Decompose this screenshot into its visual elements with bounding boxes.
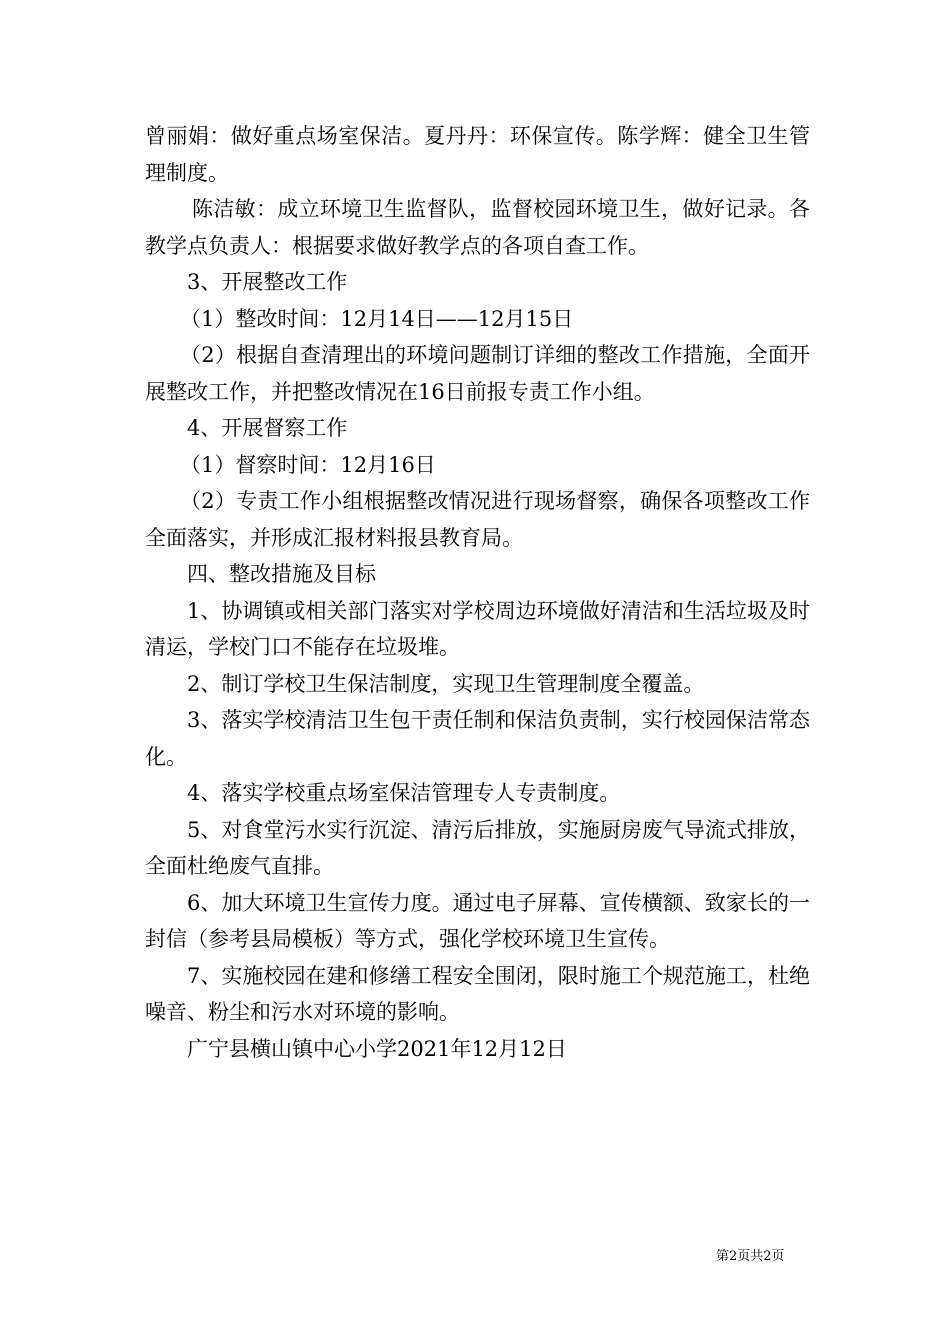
heading-inspection-work: 4、开展督察工作	[187, 416, 348, 440]
list-item-measure-6: 6、加大环境卫生宣传力度。通过电子屏幕、宣传横额、致家长的一封信（参考县局模板）等方式，强化学校环境卫生宣传。	[145, 890, 810, 951]
heading-rectification-work: 3、开展整改工作	[187, 270, 348, 294]
paragraph-rectification-time: （1）整改时间：12月14日——12月15日	[180, 306, 574, 331]
signature-line: 广宁县横山镇中心小学2021年12月12日	[187, 1036, 567, 1061]
paragraph-rectification-measures: （2）根据自查清理出的环境问题制订详细的整改工作措施，全面开展整改工作，并把整改情况在16日前报专责工作小组。	[145, 343, 810, 404]
paragraph-supervision-team: 陈洁敏：成立环境卫生监督队，监督校园环境卫生，做好记录。各教学点负责人：根据要求做好教学点的各项自查工作。	[145, 197, 810, 258]
list-item-measure-7: 7、实施校园在建和修缮工程安全围闭，限时施工个规范施工，杜绝噪音、粉尘和污水对环境的影响。	[145, 963, 810, 1024]
paragraph-staff-duties: 曾丽娟：做好重点场室保洁。夏丹丹：环保宣传。陈学辉：健全卫生管理制度。	[145, 124, 810, 185]
page-number: 第2页共2页	[716, 1249, 785, 1264]
heading-measures-and-goals: 四、整改措施及目标	[187, 562, 376, 586]
list-item-measure-1: 1、协调镇或相关部门落实对学校周边环境做好清洁和生活垃圾及时清运，学校门口不能存在垃圾堆。	[145, 598, 810, 659]
document-body	[145, 118, 810, 1067]
paragraph-inspection-process: （2）专责工作小组根据整改情况进行现场督察，确保各项整改工作全面落实，并形成汇报材料报县教育局。	[145, 489, 810, 550]
list-item-measure-3: 3、落实学校清洁卫生包干责任制和保洁负责制，实行校园保洁常态化。	[145, 708, 810, 769]
list-item-measure-5: 5、对食堂污水实行沉淀、清污后排放，实施厨房废气导流式排放，全面杜绝废气直排。	[145, 817, 810, 878]
paragraph-inspection-time: （1）督察时间：12月16日	[180, 452, 436, 477]
list-item-measure-2: 2、制订学校卫生保洁制度，实现卫生管理制度全覆盖。	[187, 671, 705, 696]
list-item-measure-4: 4、落实学校重点场室保洁管理专人专责制度。	[187, 781, 621, 805]
